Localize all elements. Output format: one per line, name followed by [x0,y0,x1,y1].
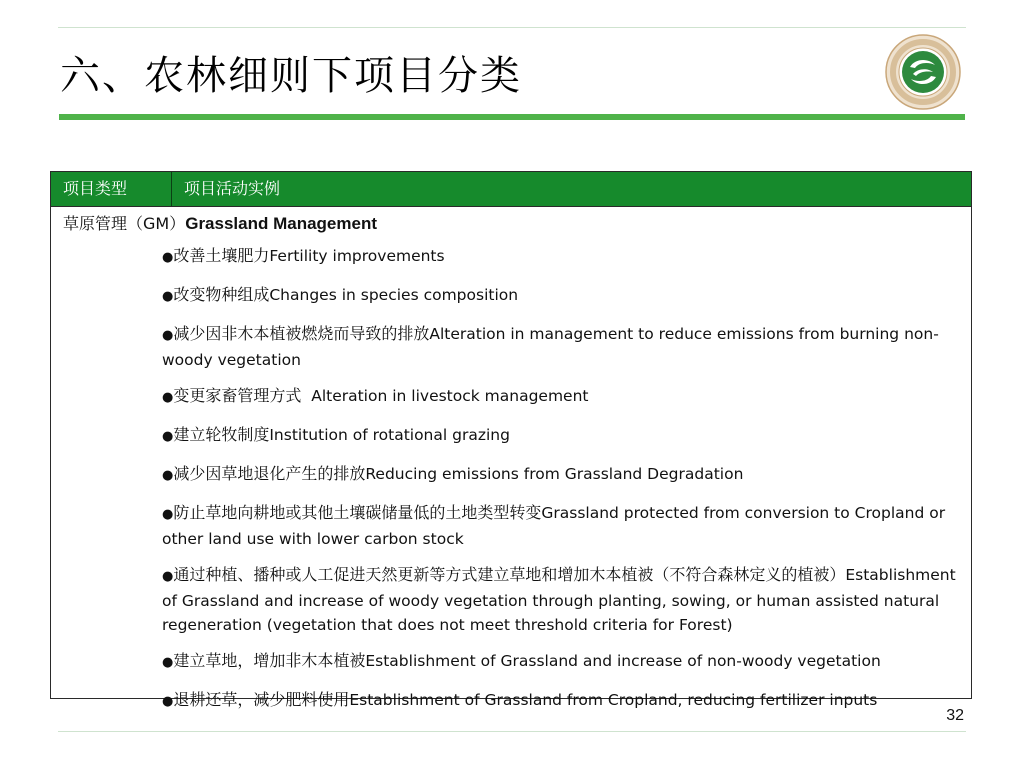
list-item: ●减少因草地退化产生的排放Reducing emissions from Grassland Degradation [162,464,744,483]
list-item: ●防止草地向耕地或其他土壤碳储量低的土地类型转变Grassland protected from conversion to Cropland or other land use with lower carbon stock [162,503,946,548]
bullet-icon: ● [162,328,174,343]
bullet-icon: ● [162,289,174,304]
list-item: ●改变物种组成Changes in species composition [162,285,519,304]
header-project-type: 项目类型 [51,172,172,206]
slide-title: 六、农林细则下项目分类 [60,53,522,99]
section-title-zh: 草原管理（GM） [63,214,186,233]
bullet-icon: ● [162,468,174,483]
list-item: ●变更家畜管理方式 Alteration in livestock management [162,386,589,405]
list-item: ●建立轮牧制度Institution of rotational grazing [162,425,510,444]
bullet-icon: ● [162,655,174,670]
list-item: ●通过种植、播种或人工促进天然更新等方式建立草地和增加木本植被（不符合森林定义的植被）Establishment of Grassland and increase of woody vegetation through planting, sowing, or human assisted natural regeneration (vegetation that does not meet threshold criteria for Forest) [162,565,956,634]
project-classification-table [50,171,972,709]
page-number: 32 [946,707,964,724]
title-underline [59,114,965,120]
section-title-en: Grassland Management [185,214,377,233]
bullet-icon: ● [162,569,174,584]
bullet-icon: ● [162,390,174,405]
bottom-divider [58,731,966,732]
list-item: ●改善土壤肥力Fertility improvements [162,246,445,265]
bullet-icon: ● [162,507,174,522]
top-divider [58,27,966,28]
activity-list [162,244,960,714]
section-title-grassland-management [63,214,377,234]
header-activity-examples: 项目活动实例 [184,179,281,198]
bullet-icon: ● [162,694,174,709]
list-item: ●退耕还草，减少肥料使用Establishment of Grassland from Cropland, reducing fertilizer inputs [162,690,878,709]
bullet-icon: ● [162,429,174,444]
table-header-row [51,172,971,207]
list-item: ●减少因非木本植被燃烧而导致的排放Alteration in management to reduce emissions from burning non-woody vegetation [162,324,939,369]
organization-seal-logo-icon [885,34,961,110]
list-item: ●建立草地，增加非木本植被Establishment of Grassland and increase of non-woody vegetation [162,651,881,670]
bullet-icon: ● [162,250,174,265]
